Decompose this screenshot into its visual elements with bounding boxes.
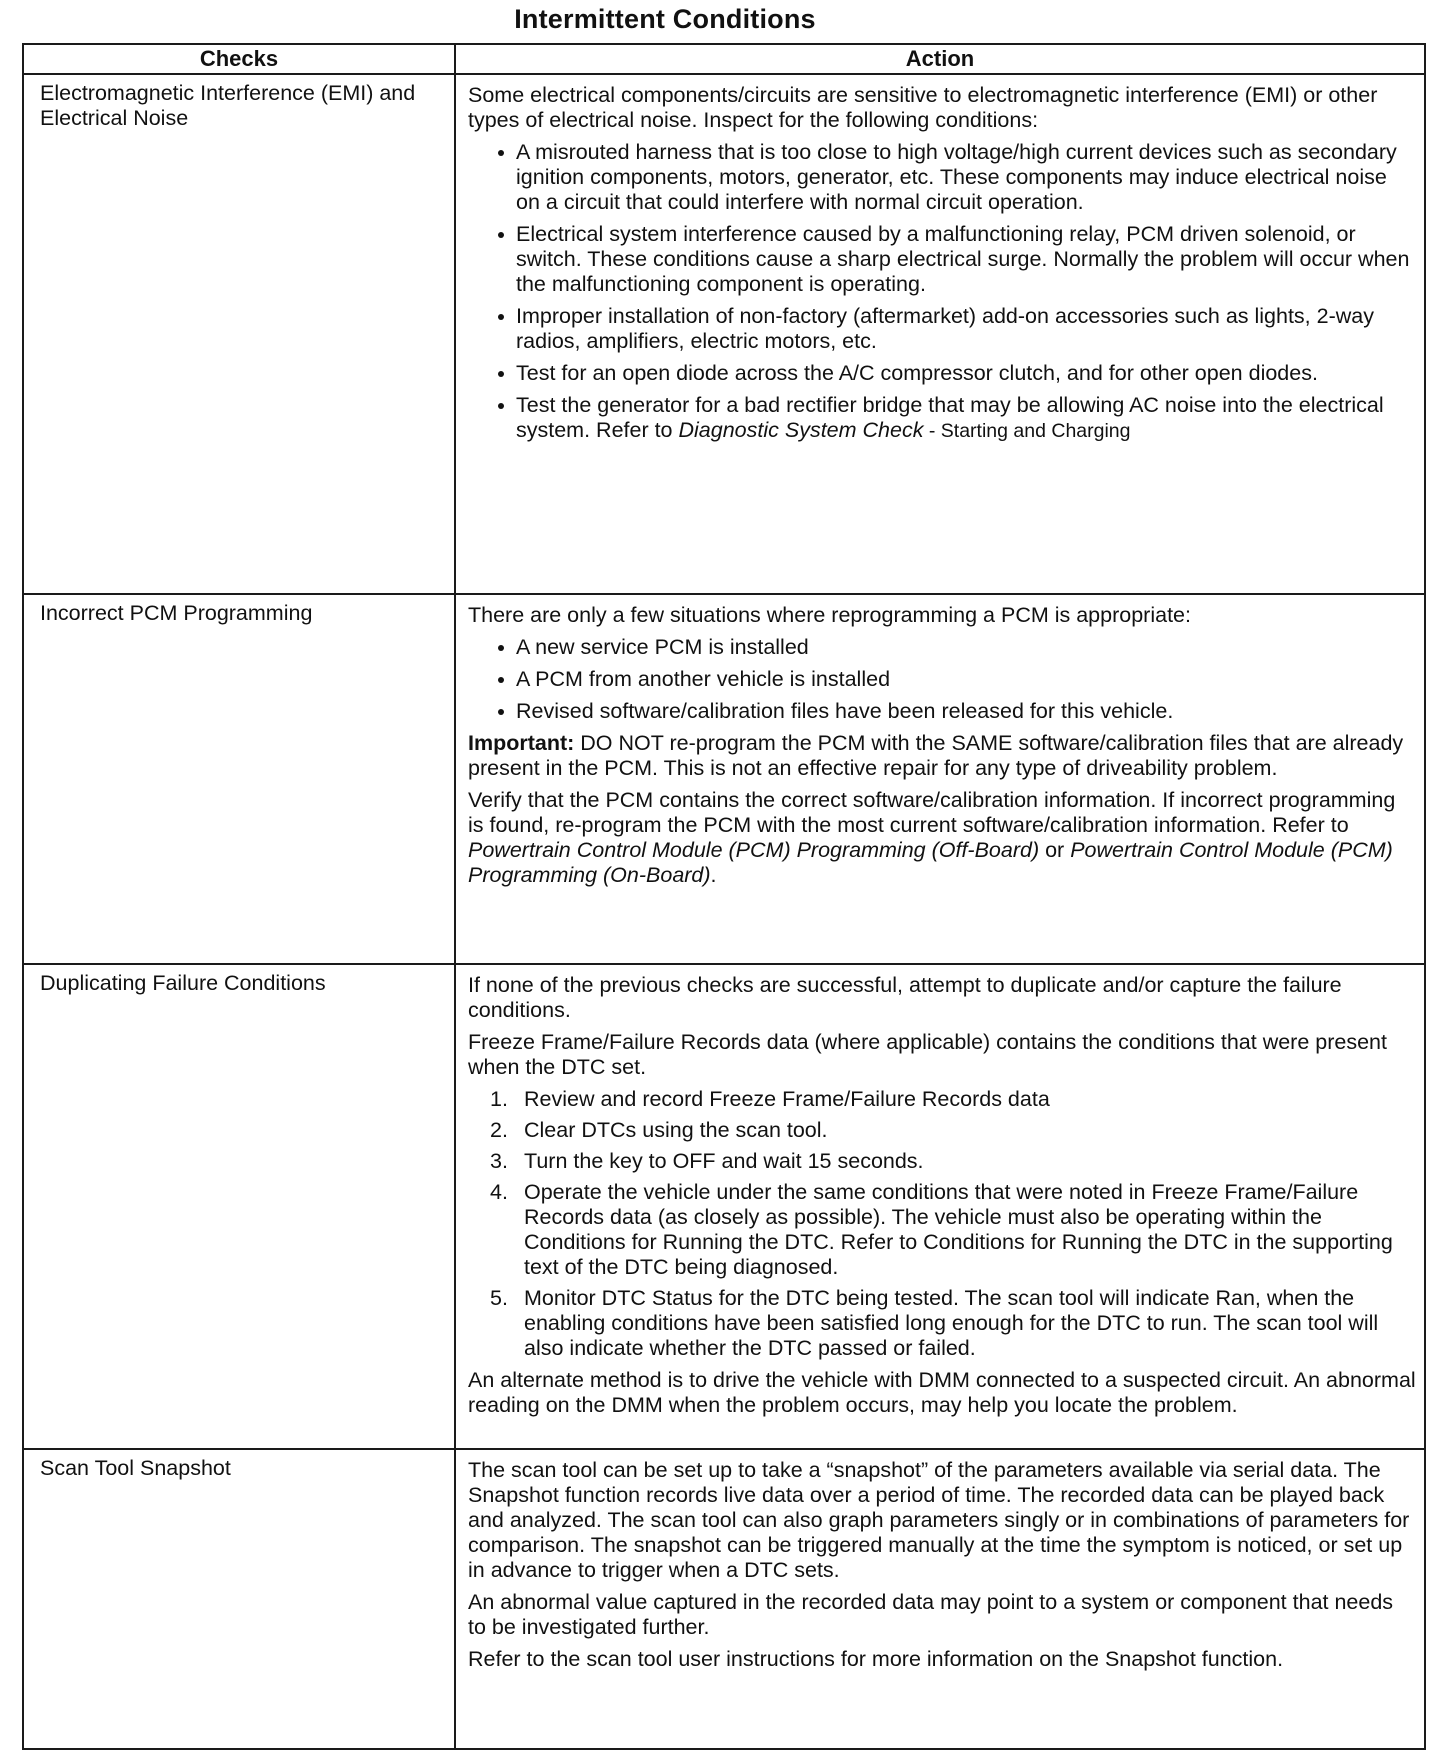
dup-step-list	[468, 1087, 1416, 1361]
verify-paragraph	[468, 788, 1416, 888]
pcm-intro: There are only a few situations where reprogramming a PCM is appropriate:	[468, 603, 1191, 627]
diagnostic-system-check-ref: Diagnostic System Check	[678, 418, 924, 442]
important-note	[468, 731, 1416, 781]
verify-text: Verify that the PCM contains the correct software/calibration information. If incorrect programming is found, re-program the PCM with the most current software/calibration information. Refer to	[468, 788, 1396, 837]
table-row-pcm-programming	[23, 594, 1425, 964]
end-period: .	[710, 863, 717, 887]
step-text: Monitor DTC Status for the DTC being tested. The scan tool will indicate Ran, when the enabling conditions have been satisfied long enough for the DTC to run. The scan tool will also indicate whether the DTC passed or failed.	[524, 1286, 1379, 1360]
check-cell-snapshot: Scan Tool Snapshot	[23, 1449, 455, 1749]
pcm-bullet: A new service PCM is installed	[496, 635, 1416, 660]
snapshot-paragraph-2: An abnormal value captured in the recorded data may point to a system or component that needs to be investigated further.	[468, 1590, 1394, 1639]
page-title: Intermittent Conditions	[514, 4, 816, 34]
dup-paragraph-2: Freeze Frame/Failure Records data (where applicable) contains the conditions that were present when the DTC set.	[468, 1030, 1387, 1079]
step-text: Review and record Freeze Frame/Failure Records data	[524, 1087, 1050, 1111]
action-column-header: Action	[455, 44, 1425, 74]
table-row-snapshot	[23, 1449, 1425, 1749]
check-cell-emi: Electromagnetic Interference (EMI) and Electrical Noise	[23, 74, 455, 594]
action-cell-pcm	[455, 594, 1425, 964]
emi-bullet: A misrouted harness that is too close to high voltage/high current devices such as secondary ignition components, motors, generator, etc. These components may induce electrical noise on a circuit that could interfere with normal circuit operation.	[496, 140, 1416, 215]
emi-intro: Some electrical components/circuits are sensitive to electromagnetic interference (EMI) or other types of electrical noise. Inspect for the following conditions:	[468, 83, 1378, 132]
step-number: 2.	[490, 1118, 508, 1142]
starting-charging-text: - Starting and Charging	[923, 420, 1131, 442]
table-row-duplicating	[23, 964, 1425, 1449]
dup-step	[490, 1286, 1416, 1361]
table-header-row	[23, 44, 1425, 74]
step-number: 3.	[490, 1149, 508, 1173]
dup-step	[490, 1118, 1416, 1143]
checks-column-header: Checks	[23, 44, 455, 74]
step-text: Operate the vehicle under the same conditions that were noted in Freeze Frame/Failure Records data (as closely as possible). The vehicle must also be operating within the Conditions for Running the DTC. Refer to Conditions for Running the DTC in the supporting text of the DTC being diagnosed.	[524, 1180, 1393, 1279]
table-row-emi	[23, 74, 1425, 594]
dup-paragraph-3: An alternate method is to drive the vehicle with DMM connected to a suspected circuit. An abnormal reading on the DMM when the problem occurs, may help you locate the problem.	[468, 1368, 1416, 1417]
check-cell-duplicating: Duplicating Failure Conditions	[23, 964, 455, 1449]
step-number: 4.	[490, 1180, 508, 1204]
dup-step	[490, 1149, 1416, 1174]
important-text: DO NOT re-program the PCM with the SAME software/calibration files that are already present in the PCM. This is not an effective repair for any type of driveability problem.	[468, 731, 1404, 780]
or-text: or	[1039, 838, 1071, 862]
dup-paragraph-1: If none of the previous checks are successful, attempt to duplicate and/or capture the failure conditions.	[468, 973, 1342, 1022]
step-text: Clear DTCs using the scan tool.	[524, 1118, 828, 1142]
dup-step	[490, 1180, 1416, 1280]
generator-text: Test the generator for a bad rectifier bridge that may be allowing AC noise into the electrical system. Refer to	[516, 393, 1384, 442]
pcm-bullet-list	[468, 635, 1416, 724]
action-cell-duplicating	[455, 964, 1425, 1449]
emi-bullet-list	[468, 140, 1416, 444]
dup-step	[490, 1087, 1416, 1112]
snapshot-paragraph-3: Refer to the scan tool user instructions for more information on the Snapshot function.	[468, 1647, 1284, 1671]
intermittent-conditions-table	[22, 43, 1426, 1750]
emi-bullet: Improper installation of non-factory (aftermarket) add-on accessories such as lights, 2-way radios, amplifiers, electric motors, etc.	[496, 304, 1416, 354]
snapshot-paragraph-1: The scan tool can be set up to take a “snapshot” of the parameters available via serial data. The Snapshot function records live data over a period of time. The recorded data can be played back and analyzed. The scan tool can also graph parameters singly or in combinations of parameters for comparison. The snapshot can be triggered manually at the time the symptom is noticed, or set up in advance to trigger when a DTC sets.	[468, 1458, 1410, 1582]
step-text: Turn the key to OFF and wait 15 seconds.	[524, 1149, 924, 1173]
action-cell-snapshot	[455, 1449, 1425, 1749]
step-number: 1.	[490, 1087, 508, 1111]
pcm-onboard-ref: Powertrain Control Module (PCM) Programming (On-Board)	[468, 838, 1393, 887]
pcm-bullet: A PCM from another vehicle is installed	[496, 667, 1416, 692]
emi-bullet: Electrical system interference caused by a malfunctioning relay, PCM driven solenoid, or switch. These conditions cause a sharp electrical surge. Normally the problem will occur when the malfunctioning component is operating.	[496, 222, 1416, 297]
important-label: Important:	[468, 731, 575, 755]
emi-bullet: Test for an open diode across the A/C compressor clutch, and for other open diodes.	[496, 361, 1416, 386]
emi-bullet-generator	[496, 393, 1416, 444]
step-number: 5.	[490, 1286, 508, 1310]
check-cell-pcm: Incorrect PCM Programming	[23, 594, 455, 964]
pcm-offboard-ref: Powertrain Control Module (PCM) Programming (Off-Board)	[468, 838, 1040, 862]
pcm-bullet: Revised software/calibration files have been released for this vehicle.	[496, 699, 1416, 724]
action-cell-emi	[455, 74, 1425, 594]
